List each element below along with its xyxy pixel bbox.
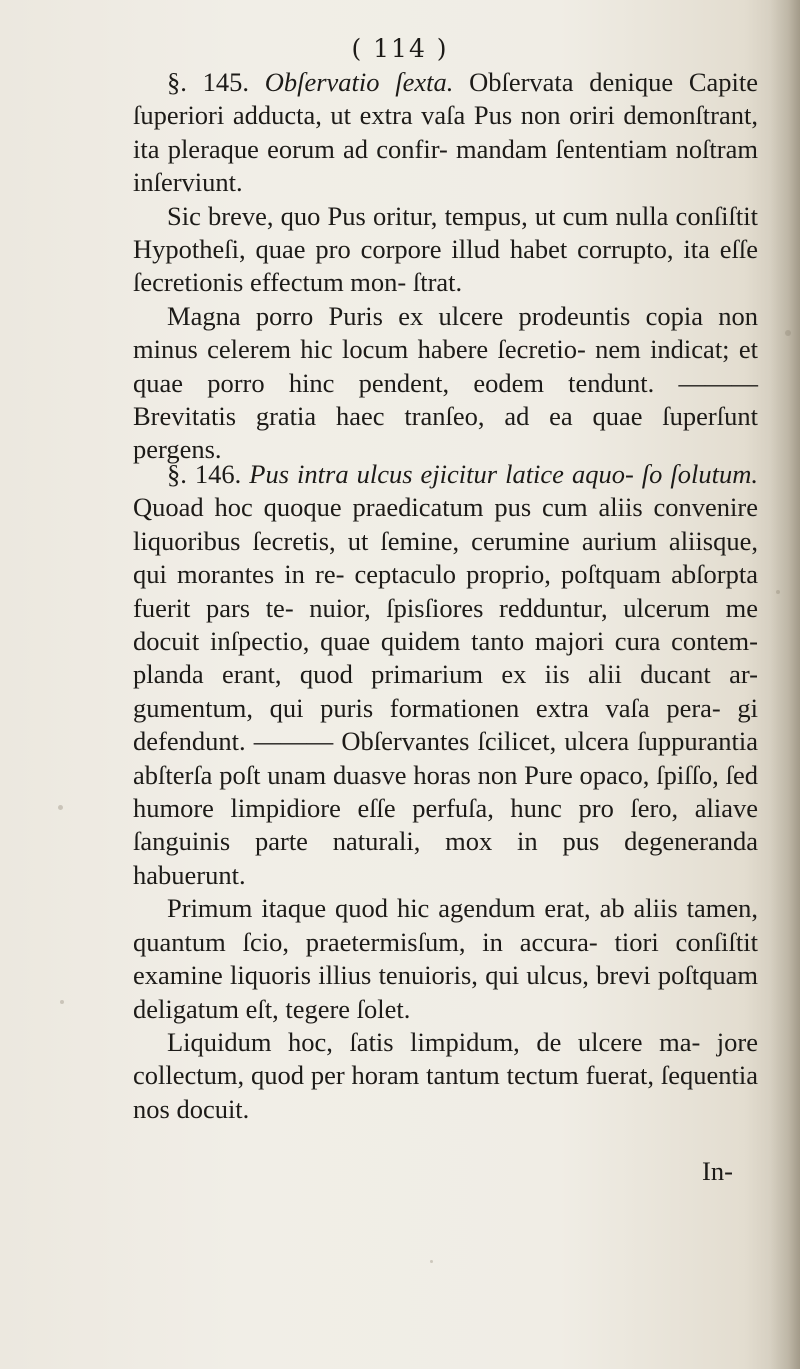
section-145-text-1: Obſervata denique Capite ſuperiori adducta, ut extra vaſa Pus non oriri demonſtrant, ita pleraque eorum ad confir- mandam ſententiam noſtram inſerviunt.	[133, 67, 759, 198]
speck	[58, 805, 63, 810]
catchword: In-	[702, 1156, 733, 1186]
speck	[785, 330, 791, 336]
speck	[60, 1000, 64, 1004]
section-145-paragraph-3: Magna porro Puris ex ulcere prodeuntis copia non minus celerem hic locum habere ſecretio- nem indicat; et quae porro hinc pendent, eodem tendunt. ——— Brevitatis gratia haec tranſeo, ad ea quae ſuperſunt pergens.	[133, 300, 758, 465]
speck	[776, 590, 780, 594]
section-146-number: §. 146.	[167, 459, 242, 489]
section-145	[133, 66, 758, 467]
speck	[430, 1260, 433, 1263]
section-145-paragraph-2: Sic breve, quo Pus oritur, tempus, ut cum nulla conſiſtit Hypotheſi, quae pro corpore illud habet corrupto, ita eſſe ſecretionis effectum mon- ſtrat.	[133, 200, 758, 298]
section-146-paragraph-2: Primum itaque quod hic agendum erat, ab aliis tamen, quantum ſcio, praetermisſum, in accura- tiori conſiſtit examine liquoris illius tenuioris, qui ulcus, brevi poſtquam deligatum eſt, tegere ſolet.	[133, 893, 758, 1024]
section-146-text-1: Quoad hoc quoque praedicatum pus cum aliis convenire liquoribus ſecretis, ut ſemine, cerumine aurium aliisque, qui morantes in re- ceptaculo proprio, poſtquam abſorpta fuerit pars te- nuior, ſpisſiores redduntur, ulcerum me docuit inſpectio, quae quidem tanto majori cura contem- planda erant, quod primarium ex iis alii ducant ar- gumentum, qui puris formationen extra vaſa pera- gi defendunt. ——— Obſervantes ſcilicet, ulcera ſuppurantia abſterſa poſt unam duasve horas non Pure opaco, ſpiſſo, ſed humore limpidiore eſſe perfuſa, hunc pro ſero, aliave ſanguinis parte naturali, mox in pus degeneranda habuerunt.	[133, 492, 758, 890]
section-146-title: Pus intra ulcus ejicitur latice aquo- ſo ſolutum.	[249, 459, 759, 489]
section-146-paragraph-1	[133, 458, 758, 892]
section-145-title: Obſervatio ſexta.	[264, 67, 454, 97]
section-145-paragraph-1	[133, 66, 758, 200]
page-number: ( 114 )	[351, 34, 449, 63]
section-145-number: §. 145.	[167, 67, 249, 97]
page-edge-shadow	[770, 0, 800, 1369]
section-146-paragraph-3: Liquidum hoc, ſatis limpidum, de ulcere ma- jore collectum, quod per horam tantum tectum fuerat, ſequentia nos docuit.	[133, 1026, 758, 1124]
section-146	[133, 458, 758, 1126]
